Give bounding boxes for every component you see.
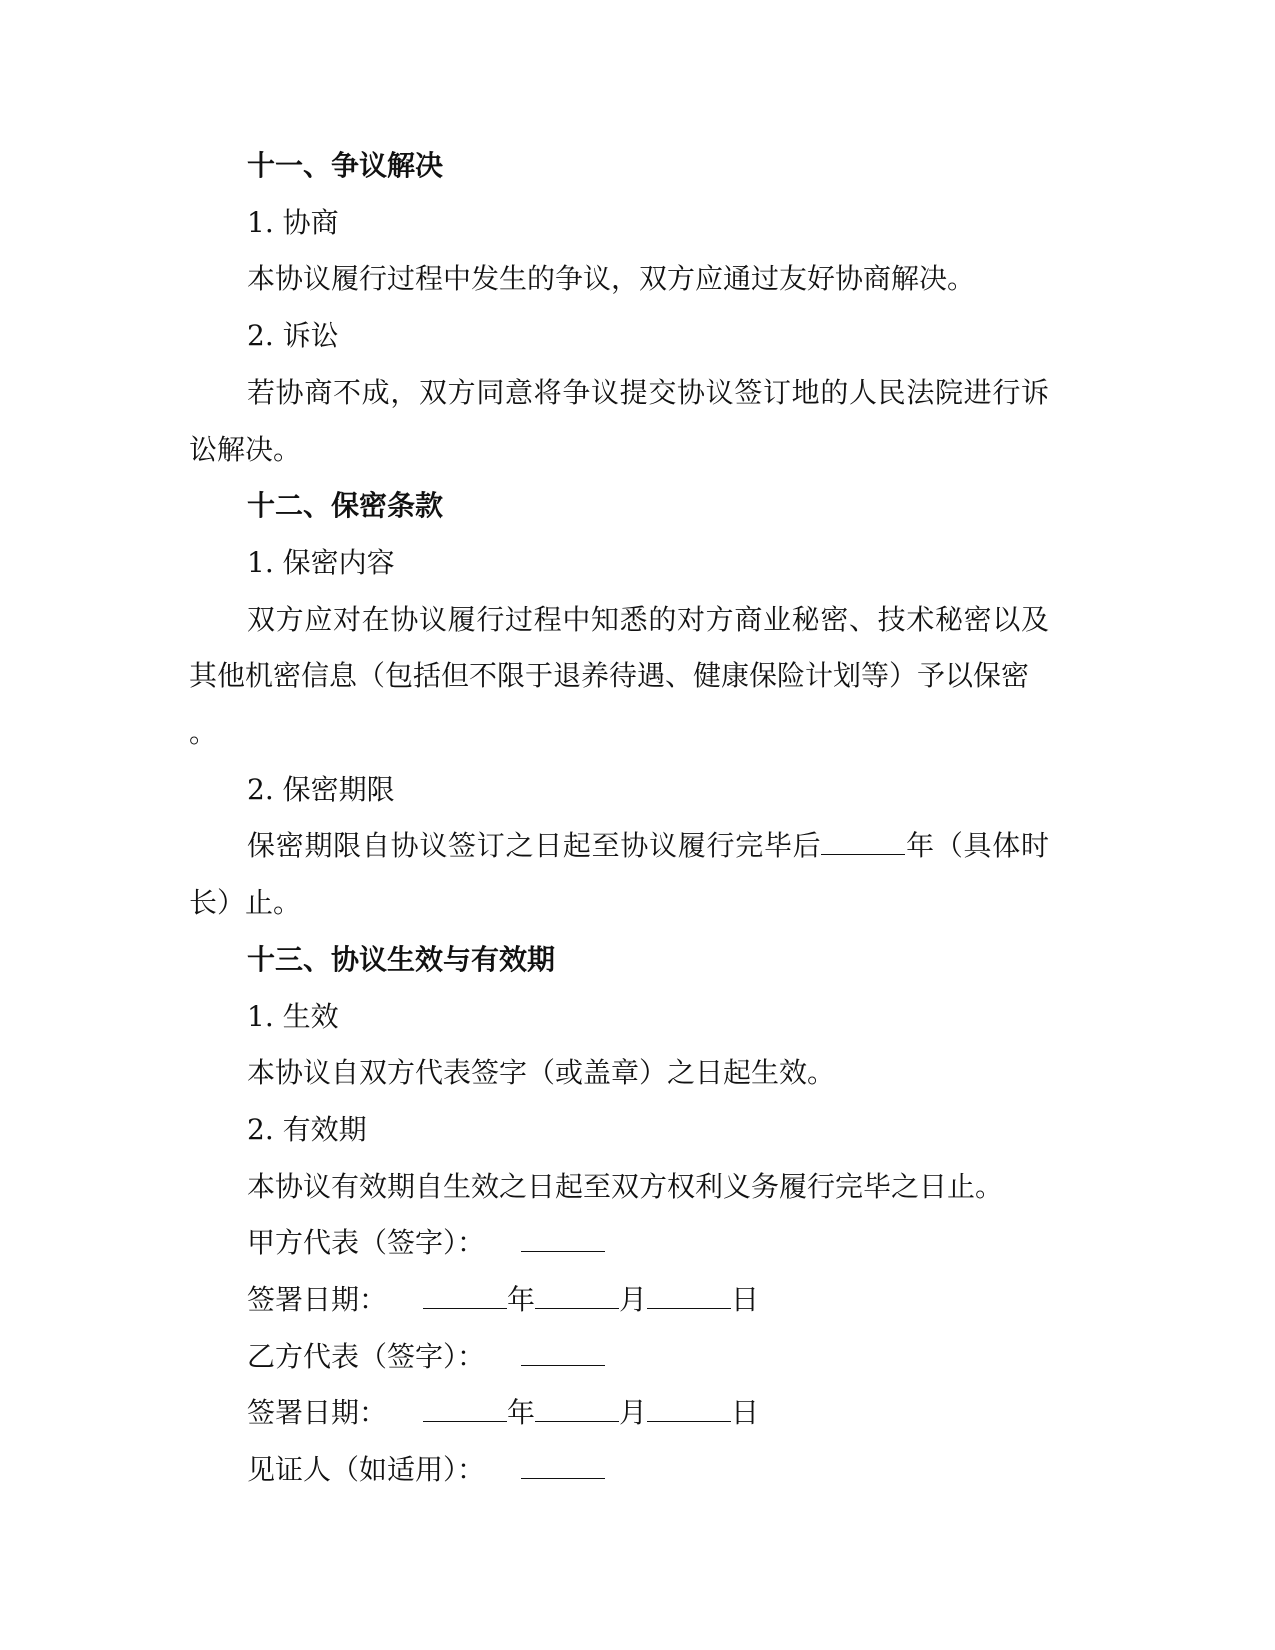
party-a-label: 甲方代表（签字）： xyxy=(247,1226,486,1260)
date-a-day-blank xyxy=(647,1284,731,1309)
party-b-signature-blank xyxy=(521,1341,605,1366)
item-title-confidential-period: 2. 保密期限 xyxy=(247,772,395,806)
confidential-period-text-b: 年（具体时长）止。 xyxy=(189,829,1049,920)
signature-date-b-row xyxy=(189,1385,1049,1442)
date-b-day-unit: 日 xyxy=(731,1396,760,1430)
party-b-label: 乙方代表（签字）： xyxy=(247,1339,486,1373)
date-b-month-blank xyxy=(535,1397,619,1422)
date-a-day-unit: 日 xyxy=(731,1283,760,1317)
item-title-validity: 2. 有效期 xyxy=(247,1112,367,1146)
section-heading-dispute: 十一、争议解决 xyxy=(247,149,444,182)
confidential-period-text-a: 保密期限自协议签订之日起至协议履行完毕后 xyxy=(247,829,822,863)
witness-label: 见证人（如适用）： xyxy=(247,1453,486,1487)
date-a-label: 签署日期： xyxy=(247,1283,388,1317)
paragraph-confidential-period xyxy=(189,818,1049,931)
confidential-content-text: 双方应对在协议履行过程中知悉的对方商业秘密、技术秘密以及其他机密信息（包括但不限于退养待遇、健康保险计划等）予以保密 xyxy=(189,602,1049,693)
date-b-year-unit: 年 xyxy=(507,1396,536,1430)
signature-party-b-row xyxy=(189,1329,1049,1386)
date-a-year-blank xyxy=(423,1284,507,1309)
date-a-month-unit: 月 xyxy=(619,1283,648,1317)
date-b-year-blank xyxy=(423,1397,507,1422)
paragraph-effective: 本协议自双方代表签字（或盖章）之日起生效。 xyxy=(247,1056,836,1090)
item-title-confidential-content: 1. 保密内容 xyxy=(247,545,395,579)
section-heading-effectiveness: 十三、协议生效与有效期 xyxy=(247,942,556,976)
years-blank xyxy=(821,830,905,855)
party-a-signature-blank xyxy=(521,1227,605,1252)
item-title-effective: 1. 生效 xyxy=(247,999,339,1033)
paragraph-litigation: 若协商不成，双方同意将争议提交协议签订地的人民法院进行诉讼解决。 xyxy=(189,375,1049,466)
item-title-negotiation: 1. 协商 xyxy=(247,205,339,239)
date-a-month-blank xyxy=(535,1284,619,1309)
signature-date-a-row xyxy=(189,1272,1049,1329)
paragraph-validity: 本协议有效期自生效之日起至双方权利义务履行完毕之日止。 xyxy=(247,1169,1004,1203)
witness-signature-blank xyxy=(521,1454,605,1479)
date-b-label: 签署日期： xyxy=(247,1396,388,1430)
item-title-litigation: 2. 诉讼 xyxy=(247,319,339,353)
section-heading-confidentiality: 十二、保密条款 xyxy=(247,489,444,523)
signature-party-a-row xyxy=(189,1215,1049,1272)
date-a-year-unit: 年 xyxy=(507,1283,536,1317)
confidential-content-tail: 。 xyxy=(189,716,218,750)
paragraph-negotiation: 本协议履行过程中发生的争议，双方应通过友好协商解决。 xyxy=(247,262,976,296)
date-b-month-unit: 月 xyxy=(619,1396,648,1430)
date-b-day-blank xyxy=(647,1397,731,1422)
paragraph-confidential-content xyxy=(189,592,1049,762)
signature-witness-row xyxy=(189,1442,1049,1499)
